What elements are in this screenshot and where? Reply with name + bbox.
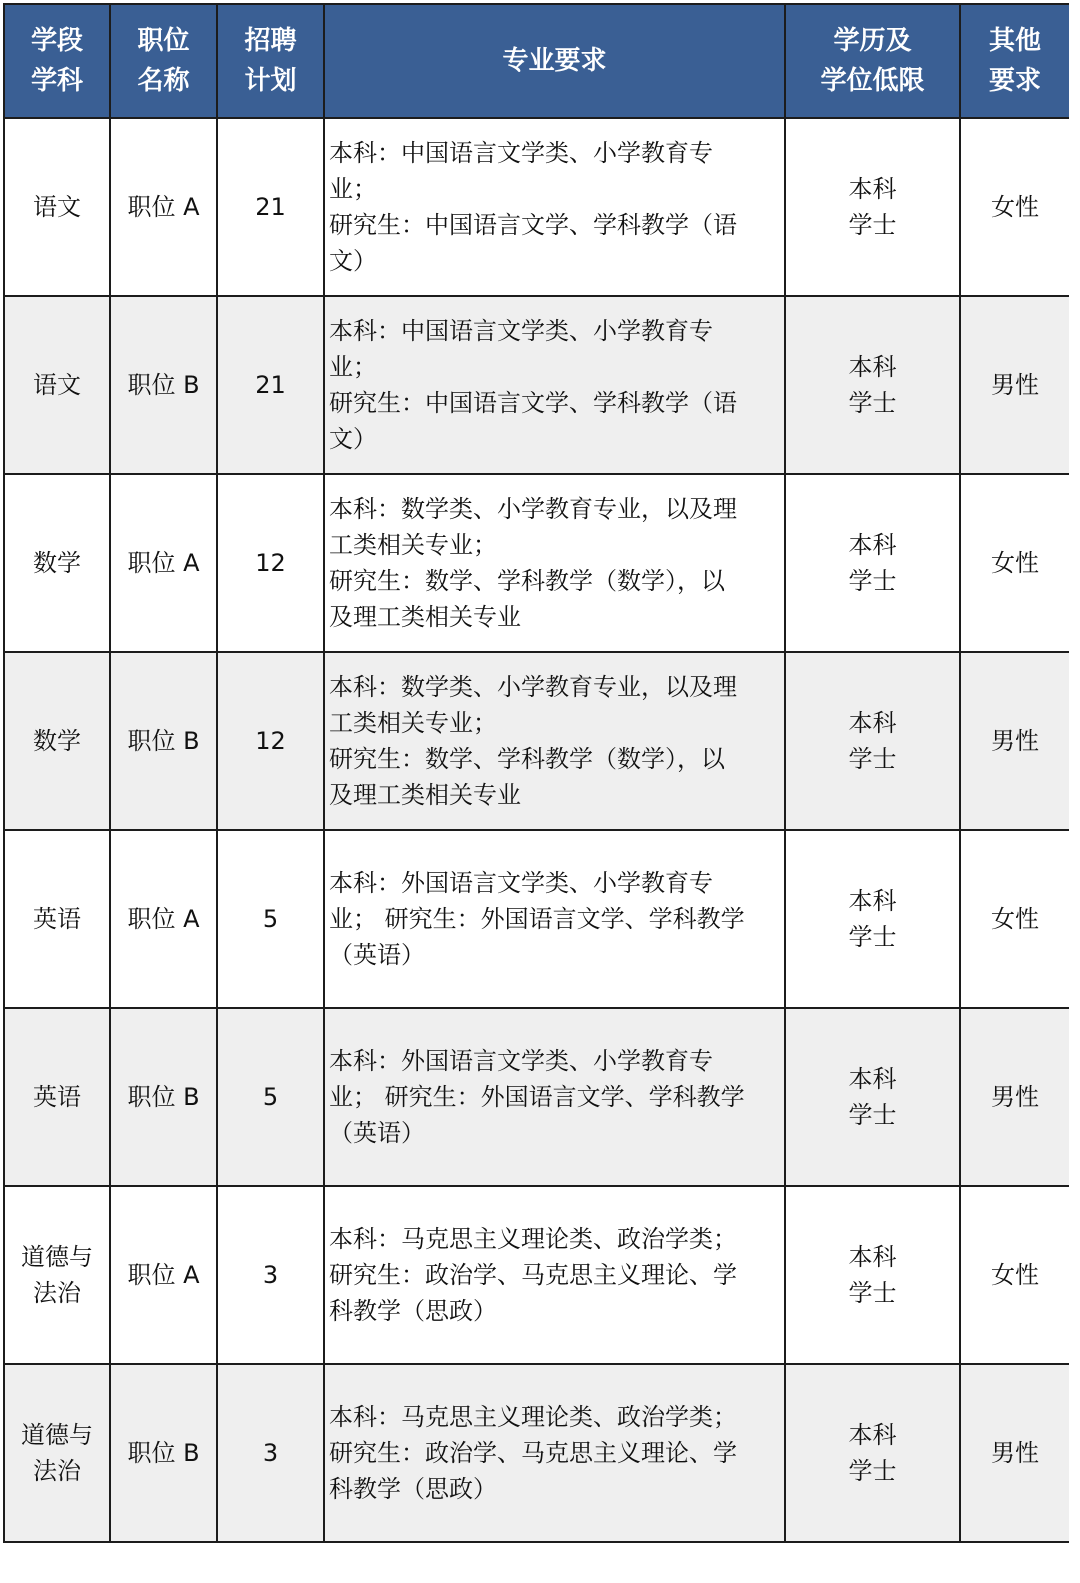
cell-education: 本科 学士 [785,296,960,474]
table-row [4,118,1069,296]
cell-position: 职位 A [110,830,217,1008]
table-row [4,652,1069,830]
table-header-row [4,4,1069,118]
cell-subject: 数学 [4,652,110,830]
table-row [4,830,1069,1008]
cell-other: 女性 [960,474,1069,652]
cell-plan: 21 [217,296,324,474]
cell-position: 职位 B [110,296,217,474]
cell-other: 男性 [960,1008,1069,1186]
cell-education: 本科 学士 [785,830,960,1008]
cell-plan: 12 [217,652,324,830]
recruitment-table-container [3,3,1069,1583]
table-row [4,474,1069,652]
cell-other: 女性 [960,118,1069,296]
header-position: 职位 名称 [110,4,217,118]
cell-position: 职位 A [110,1186,217,1364]
cell-subject: 语文 [4,296,110,474]
header-major: 专业要求 [324,4,785,118]
header-plan: 招聘 计划 [217,4,324,118]
cell-major: 本科：外国语言文学类、小学教育专 业； 研究生：外国语言文学、学科教学 （英语） [324,1008,785,1186]
cell-major: 本科：中国语言文学类、小学教育专 业； 研究生：中国语言文学、学科教学（语 文） [324,296,785,474]
cell-education: 本科 学士 [785,1008,960,1186]
cell-major: 本科：外国语言文学类、小学教育专 业； 研究生：外国语言文学、学科教学 （英语） [324,830,785,1008]
cell-subject: 英语 [4,1008,110,1186]
cell-subject: 数学 [4,474,110,652]
table-row [4,1008,1069,1186]
cell-other: 男性 [960,296,1069,474]
cell-major: 本科：数学类、小学教育专业，以及理 工类相关专业； 研究生：数学、学科教学（数学），以 及理工类相关专业 [324,652,785,830]
table-row [4,296,1069,474]
cell-education: 本科 学士 [785,118,960,296]
cell-other: 女性 [960,830,1069,1008]
cell-education: 本科 学士 [785,1364,960,1542]
table-row [4,1364,1069,1542]
cell-major: 本科：数学类、小学教育专业，以及理 工类相关专业； 研究生：数学、学科教学（数学），以 及理工类相关专业 [324,474,785,652]
recruitment-table [3,3,1069,1543]
cell-position: 职位 A [110,118,217,296]
cell-position: 职位 B [110,1364,217,1542]
cell-position: 职位 B [110,1008,217,1186]
cell-education: 本科 学士 [785,1186,960,1364]
cell-plan: 5 [217,830,324,1008]
table-row [4,1186,1069,1364]
cell-subject: 道德与 法治 [4,1186,110,1364]
header-education: 学历及 学位低限 [785,4,960,118]
cell-subject: 英语 [4,830,110,1008]
cell-plan: 5 [217,1008,324,1186]
header-other: 其他 要求 [960,4,1069,118]
cell-major: 本科：马克思主义理论类、政治学类； 研究生：政治学、马克思主义理论、学 科教学（思政） [324,1186,785,1364]
cell-other: 男性 [960,652,1069,830]
cell-other: 男性 [960,1364,1069,1542]
cell-major: 本科：马克思主义理论类、政治学类； 研究生：政治学、马克思主义理论、学 科教学（思政） [324,1364,785,1542]
cell-subject: 道德与 法治 [4,1364,110,1542]
cell-plan: 12 [217,474,324,652]
cell-position: 职位 B [110,652,217,830]
cell-major: 本科：中国语言文学类、小学教育专 业； 研究生：中国语言文学、学科教学（语 文） [324,118,785,296]
header-subject: 学段 学科 [4,4,110,118]
cell-position: 职位 A [110,474,217,652]
cell-education: 本科 学士 [785,474,960,652]
cell-plan: 3 [217,1364,324,1542]
cell-subject: 语文 [4,118,110,296]
cell-education: 本科 学士 [785,652,960,830]
cell-plan: 21 [217,118,324,296]
cell-other: 女性 [960,1186,1069,1364]
cell-plan: 3 [217,1186,324,1364]
